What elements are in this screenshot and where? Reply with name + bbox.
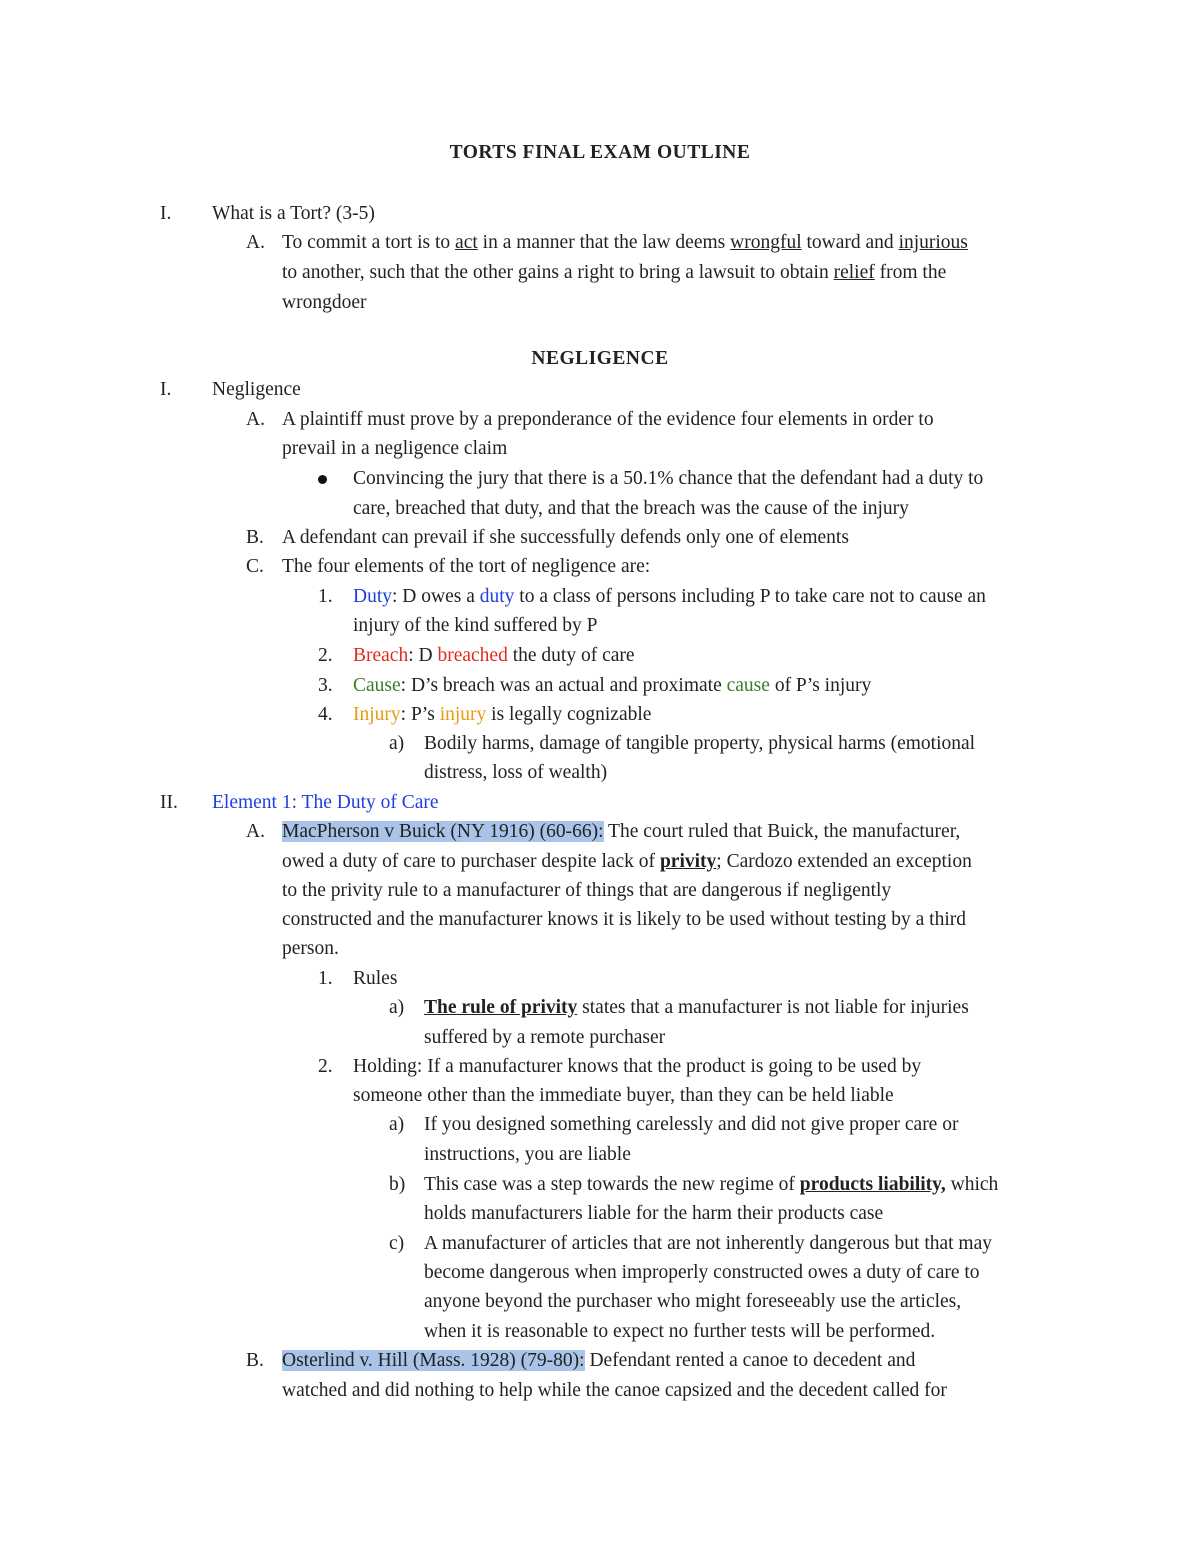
text-line: Osterlind v. Hill (Mass. 1928) (79-80): Defendant rented a canoe to decedent and [282,1350,916,1371]
text-line: watched and did nothing to help while the canoe capsized and the decedent called for [282,1380,947,1401]
outline-marker: a) [389,997,405,1018]
element-term: Duty [353,586,392,607]
underlined-term: relief [833,262,875,283]
text-line: care, breached that duty, and that the breach was the cause of the injury [353,498,909,519]
key-term: privity [659,851,717,872]
text-line: person. [282,938,339,959]
outline-marker: 2. [318,645,333,666]
text-line: A defendant can prevail if she successfully defends only one of elements [282,527,849,548]
text-line: to another, such that the other gains a right to bring a lawsuit to obtain relief from the [282,262,947,283]
case-citation: Osterlind v. Hill (Mass. 1928) (79-80): [282,1350,585,1371]
text-line: Convincing the jury that there is a 50.1% chance that the defendant had a duty to [353,468,984,489]
text-line: The four elements of the tort of negligence are: [282,556,651,577]
outline-marker: II. [160,792,178,813]
text-line: become dangerous when improperly constructed owes a duty of care to [424,1262,980,1283]
text-line: This case was a step towards the new regime of products liability, which [424,1174,999,1195]
text-line: distress, loss of wealth) [424,762,608,783]
outline-marker: C. [246,556,264,577]
text-line: when it is reasonable to expect no further tests will be performed. [424,1321,936,1342]
text-line: wrongdoer [282,292,367,313]
text-line: To commit a tort is to act in a manner that the law deems wrongful toward and injurious [282,232,968,253]
text-line: A manufacturer of articles that are not inherently dangerous but that may [424,1233,993,1254]
section-heading: Negligence [212,379,301,400]
text-line: MacPherson v Buick (NY 1916) (60-66): The court ruled that Buick, the manufacturer, [282,821,961,842]
outline-marker: b) [389,1174,406,1195]
text-line: Bodily harms, damage of tangible property, physical harms (emotional [424,733,976,754]
text-line: suffered by a remote purchaser [424,1027,666,1048]
text-line: injury of the kind suffered by P [353,615,598,636]
outline-marker: a) [389,733,405,754]
outline-marker: B. [246,527,264,548]
underlined-term: act [455,232,478,253]
outline-marker: A. [246,821,265,842]
outline-marker: 3. [318,675,333,696]
element-keyword: breached [437,645,508,666]
section-heading: Element 1: The Duty of Care [212,792,439,813]
element-keyword: duty [479,586,515,607]
underlined-term: wrongful [730,232,802,253]
text-line: Duty: D owes a duty to a class of persons including P to take care not to cause an [353,586,986,607]
document-title: TORTS FINAL EXAM OUTLINE [449,142,751,163]
text-line: owed a duty of care to purchaser despite lack of privity; Cardozo extended an exception [282,851,972,872]
outline-marker: a) [389,1114,405,1135]
text-line: instructions, you are liable [424,1144,631,1165]
text-line: anyone beyond the purchaser who might foreseeably use the articles, [424,1291,962,1312]
outline-marker: 4. [318,704,333,725]
section-title: NEGLIGENCE [531,348,669,369]
underlined-term: injurious [898,232,968,253]
text-line: prevail in a negligence claim [282,438,508,459]
text-line: A plaintiff must prove by a preponderance of the evidence four elements in order to [282,409,934,430]
text-line: The rule of privity states that a manufacturer is not liable for injuries [424,997,969,1018]
key-term: products liability, [799,1174,946,1195]
bullet-icon [318,475,327,484]
outline-marker: I. [160,203,172,224]
key-term: The rule of privity [424,997,578,1018]
outline-marker: A. [246,409,265,430]
element-term: Injury [353,704,401,725]
text-line: to the privity rule to a manufacturer of things that are dangerous if negligently [282,880,892,901]
text-line: Rules [353,968,398,989]
text-line: someone other than the immediate buyer, than they can be held liable [353,1085,894,1106]
outline-marker: 1. [318,586,333,607]
text-line: Breach: D breached the duty of care [353,645,635,666]
outline-marker: 2. [318,1056,333,1077]
outline-marker: 1. [318,968,333,989]
text-line: holds manufacturers liable for the harm their products case [424,1203,884,1224]
text-line: Cause: D’s breach was an actual and proximate cause of P’s injury [353,675,872,696]
text-line: constructed and the manufacturer knows it is likely to be used without testing by a third [282,909,966,930]
element-keyword: injury [439,704,487,725]
outline-marker: A. [246,232,265,253]
section-heading: What is a Tort? (3-5) [212,203,375,224]
text-line: Injury: P’s injury is legally cognizable [353,704,652,725]
outline-marker: B. [246,1350,264,1371]
text-line: Holding: If a manufacturer knows that the product is going to be used by [353,1056,922,1077]
element-keyword: cause [726,675,770,696]
element-term: Breach [353,645,409,666]
outline-marker: c) [389,1233,405,1254]
outline-marker: I. [160,379,172,400]
case-citation: MacPherson v Buick (NY 1916) (60-66): [282,821,604,842]
element-term: Cause [353,675,401,696]
text-line: If you designed something carelessly and did not give proper care or [424,1114,959,1135]
